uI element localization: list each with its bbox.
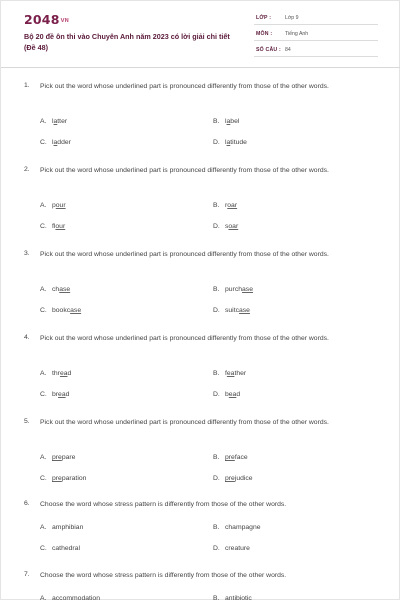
option-underlined-part: ase xyxy=(242,286,253,293)
option-letter: A. xyxy=(40,524,47,531)
option-word-end: titude xyxy=(230,139,247,146)
option-letter: C. xyxy=(40,223,47,230)
option-underlined-part: pre xyxy=(225,454,235,461)
option-underlined-part: ase xyxy=(238,307,250,314)
option-letter: D. xyxy=(213,307,220,314)
answer-option[interactable] xyxy=(213,117,239,127)
option-underlined-part: our xyxy=(55,223,66,230)
answer-option[interactable] xyxy=(40,285,70,295)
option-word-start: thr xyxy=(52,370,60,377)
option-word-end: d xyxy=(236,391,241,398)
option-word-start: l xyxy=(225,118,227,125)
option-word-start: antibiotic xyxy=(225,595,252,600)
meta-subject-value: Tiếng Anh xyxy=(285,31,309,37)
option-letter: A. xyxy=(40,595,47,600)
document-title: Bộ 20 đề ôn thi vào Chuyên Anh năm 2023 có lời giải chi tiết (Đề 48) xyxy=(24,32,230,52)
option-word-start: purch xyxy=(225,286,243,293)
answer-option[interactable] xyxy=(40,544,80,554)
option-letter: A. xyxy=(40,454,47,461)
option-underlined-part: oar xyxy=(228,223,239,230)
option-underlined-part: pre xyxy=(52,475,62,482)
option-underlined-part: ea xyxy=(59,370,68,377)
option-letter: B. xyxy=(213,286,220,293)
option-underlined-part: a xyxy=(226,118,231,125)
answer-option[interactable] xyxy=(40,594,100,600)
option-letter: A. xyxy=(40,202,47,209)
option-word-start: champagne xyxy=(225,524,261,531)
answer-option[interactable] xyxy=(40,390,69,400)
option-word-start: ch xyxy=(52,286,60,293)
option-word-start: accommodation xyxy=(52,595,100,600)
option-underlined-part: oar xyxy=(227,202,238,209)
option-word-end: pare xyxy=(61,454,76,461)
option-word-start: s xyxy=(225,223,229,230)
option-word-start: br xyxy=(52,391,59,398)
answer-option[interactable] xyxy=(40,306,81,316)
meta-subject-label: MÔN : xyxy=(256,31,273,37)
answer-option[interactable] xyxy=(213,306,250,316)
answer-option[interactable] xyxy=(40,138,71,148)
option-underlined-part: a xyxy=(53,118,58,125)
answer-option[interactable] xyxy=(40,117,67,127)
option-word-start: l xyxy=(225,139,227,146)
option-word-start: l xyxy=(52,139,54,146)
option-underlined-part: our xyxy=(55,202,66,209)
option-letter: C. xyxy=(40,475,47,482)
option-word-end: tter xyxy=(57,118,68,125)
meta-count-label: SỐ CÂU : xyxy=(256,47,281,53)
option-letter: B. xyxy=(213,595,220,600)
option-word-end: ther xyxy=(234,370,247,377)
answer-option[interactable] xyxy=(213,138,247,148)
option-underlined-part: a xyxy=(53,139,58,146)
header-divider xyxy=(1,67,400,68)
answer-option[interactable] xyxy=(213,523,261,533)
option-word-end: d xyxy=(67,370,72,377)
option-letter: C. xyxy=(40,139,47,146)
answer-option[interactable] xyxy=(213,474,253,484)
question-number: 5. xyxy=(24,418,30,425)
question-number: 1. xyxy=(24,82,30,89)
option-word-start: r xyxy=(225,202,228,209)
meta-class-row xyxy=(254,13,378,25)
option-word-end: paration xyxy=(61,475,87,482)
option-word-end: judice xyxy=(234,475,253,482)
question-text: Pick out the word whose underlined part is pronounced differently from those of the other words. xyxy=(40,251,329,258)
answer-option[interactable] xyxy=(213,594,252,600)
option-word-start: fl xyxy=(52,223,56,230)
meta-count-value: 84 xyxy=(285,47,291,53)
question-text: Pick out the word whose underlined part is pronounced differently from those of the other words. xyxy=(40,419,329,426)
option-letter: B. xyxy=(213,454,220,461)
answer-option[interactable] xyxy=(40,474,86,484)
document-header xyxy=(1,1,400,67)
answer-option[interactable] xyxy=(40,453,75,463)
answer-option[interactable] xyxy=(213,285,253,295)
question-text: Pick out the word whose underlined part is pronounced differently from those of the other words. xyxy=(40,83,329,90)
option-underlined-part: ase xyxy=(70,307,82,314)
question-number: 7. xyxy=(24,571,30,578)
meta-class-value: Lớp 9 xyxy=(285,15,299,21)
option-word-start: f xyxy=(225,370,227,377)
option-letter: A. xyxy=(40,286,47,293)
question-text: Pick out the word whose underlined part is pronounced differently from those of the other words. xyxy=(40,335,329,342)
option-word-end: bel xyxy=(230,118,240,125)
option-underlined-part: ea xyxy=(228,391,237,398)
option-letter: D. xyxy=(213,391,220,398)
option-letter: C. xyxy=(40,391,47,398)
option-word-start: p xyxy=(52,202,56,209)
option-letter: D. xyxy=(213,545,220,552)
option-underlined-part: pre xyxy=(52,454,62,461)
option-word-start: bookc xyxy=(52,307,71,314)
option-letter: A. xyxy=(40,118,47,125)
site-logo[interactable] xyxy=(24,12,69,29)
option-letter: D. xyxy=(213,475,220,482)
option-word-start: b xyxy=(225,391,229,398)
option-underlined-part: ea xyxy=(58,391,66,398)
answer-option[interactable] xyxy=(213,544,250,554)
answer-option[interactable] xyxy=(213,390,240,400)
answer-option[interactable] xyxy=(213,201,237,211)
option-underlined-part: pre xyxy=(225,475,235,482)
answer-option[interactable] xyxy=(213,369,246,379)
option-letter: B. xyxy=(213,202,220,209)
option-word-end: dder xyxy=(57,139,71,146)
option-letter: B. xyxy=(213,524,220,531)
option-word-end: face xyxy=(234,454,248,461)
option-letter: D. xyxy=(213,223,220,230)
option-word-start: amphibian xyxy=(52,524,84,531)
answer-option[interactable] xyxy=(40,523,83,533)
logo-suffix: VN xyxy=(60,18,70,24)
question-number: 2. xyxy=(24,166,30,173)
option-underlined-part: a xyxy=(226,139,231,146)
question-number: 6. xyxy=(24,500,30,507)
option-word-start: cathedral xyxy=(52,545,80,552)
question-text: Choose the word whose stress pattern is differently from those of the other words. xyxy=(40,572,287,579)
question-text: Choose the word whose stress pattern is differently from those of the other words. xyxy=(40,501,287,508)
answer-option[interactable] xyxy=(40,222,65,232)
option-letter: C. xyxy=(40,307,47,314)
answer-option[interactable] xyxy=(40,201,66,211)
answer-option[interactable] xyxy=(40,369,71,379)
answer-option[interactable] xyxy=(213,453,248,463)
meta-class-label: LỚP : xyxy=(256,15,272,21)
option-letter: C. xyxy=(40,545,47,552)
option-word-start: creature xyxy=(225,545,250,552)
option-underlined-part: ase xyxy=(59,286,71,293)
option-letter: A. xyxy=(40,370,47,377)
question-number: 4. xyxy=(24,334,30,341)
option-word-start: l xyxy=(52,118,54,125)
meta-count-row xyxy=(254,45,378,57)
option-underlined-part: ea xyxy=(226,370,235,377)
question-number: 3. xyxy=(24,250,30,257)
answer-option[interactable] xyxy=(213,222,238,232)
logo-text: 2048 xyxy=(24,12,60,27)
meta-subject-row xyxy=(254,29,378,41)
option-word-end: d xyxy=(65,391,70,398)
question-text: Pick out the word whose underlined part is pronounced differently from those of the other words. xyxy=(40,167,329,174)
option-letter: B. xyxy=(213,118,220,125)
option-letter: B. xyxy=(213,370,220,377)
option-word-start: suitc xyxy=(225,307,239,314)
option-letter: D. xyxy=(213,139,220,146)
